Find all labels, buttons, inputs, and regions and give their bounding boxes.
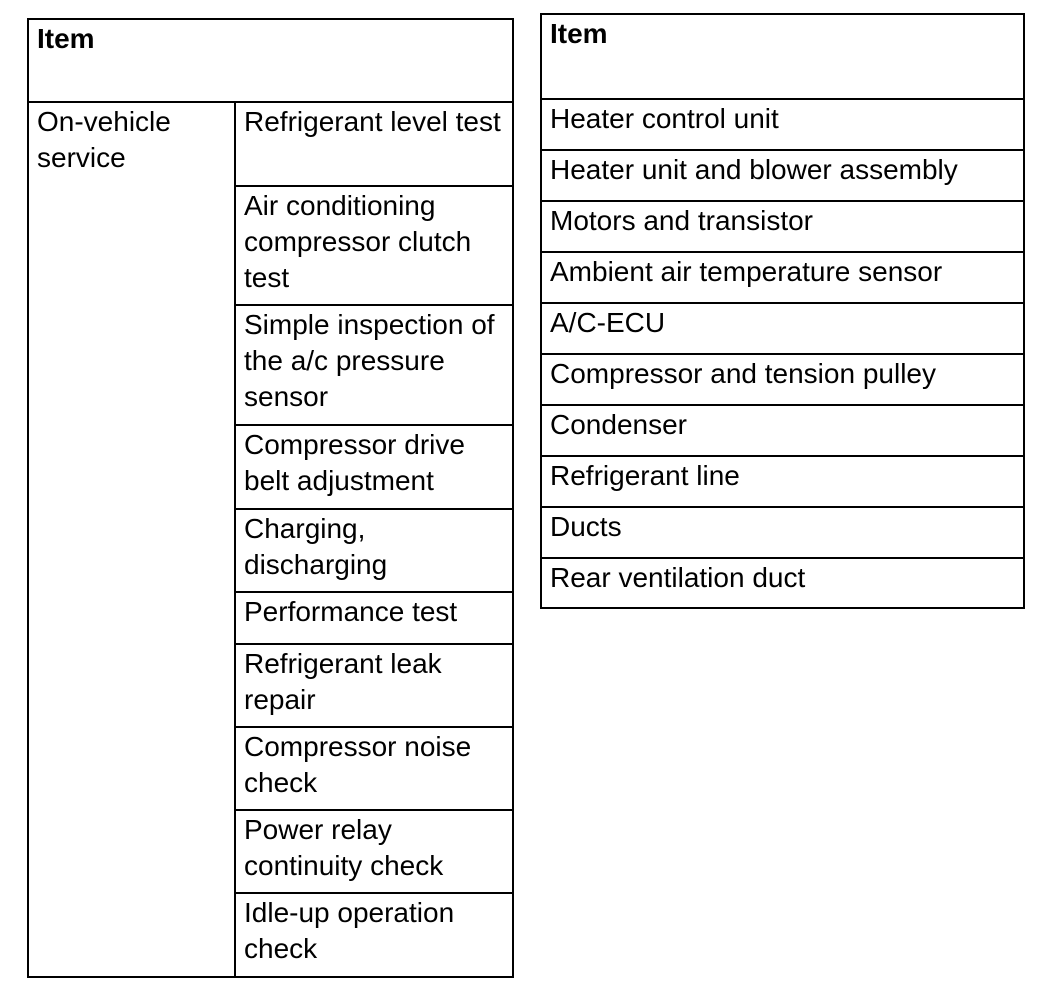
table-row	[235, 893, 513, 977]
right-component-table	[540, 13, 1025, 609]
row-label: Ambient air temperature sensor	[550, 256, 943, 287]
group-label-on-vehicle-service: On-vehicle service	[37, 106, 171, 173]
table-row	[235, 305, 513, 425]
table-row	[541, 354, 1024, 405]
left-service-table	[27, 18, 514, 978]
row-label: Idle-up operation check	[244, 897, 455, 964]
row-label: Refrigerant line	[550, 460, 740, 491]
row-label: Charging, discharging	[244, 513, 388, 580]
row-label: Compressor and tension pulley	[550, 358, 936, 389]
table-row	[541, 558, 1024, 608]
table-row	[235, 644, 513, 727]
row-label: Simple inspection of the a/c pressure sensor	[244, 309, 495, 412]
row-label: Motors and transistor	[550, 205, 813, 236]
row-label: Condenser	[550, 409, 687, 440]
row-label: Power relay continuity check	[244, 814, 444, 881]
table-row	[235, 425, 513, 509]
row-label: Heater control unit	[550, 103, 779, 134]
row-label: Ducts	[550, 511, 622, 542]
left-table-header	[28, 19, 513, 102]
table-row	[541, 303, 1024, 354]
left-table-header-label: Item	[37, 23, 95, 54]
table-row	[235, 727, 513, 810]
table-row	[235, 186, 513, 305]
table-row	[541, 99, 1024, 150]
right-table-header-label: Item	[550, 18, 608, 49]
row-label: Performance test	[244, 596, 458, 627]
table-row	[235, 810, 513, 893]
group-cell	[28, 102, 235, 977]
table-row	[541, 507, 1024, 558]
row-label: Compressor drive belt adjustment	[244, 429, 465, 496]
table-row	[541, 252, 1024, 303]
table-row	[541, 201, 1024, 252]
table-row	[541, 456, 1024, 507]
row-label: A/C-ECU	[550, 307, 666, 338]
row-label: Refrigerant leak repair	[244, 648, 442, 715]
row-label: Heater unit and blower assembly	[550, 154, 958, 185]
right-table-header	[541, 14, 1024, 99]
row-label: Compressor noise check	[244, 731, 472, 798]
table-row	[541, 405, 1024, 456]
row-label: Refrigerant level test	[244, 106, 501, 137]
table-row	[235, 102, 513, 186]
row-label: Air conditioning compressor clutch test	[244, 190, 472, 293]
table-row	[541, 150, 1024, 201]
table-row	[235, 509, 513, 592]
table-row	[235, 592, 513, 644]
row-label: Rear ventilation duct	[550, 562, 806, 593]
